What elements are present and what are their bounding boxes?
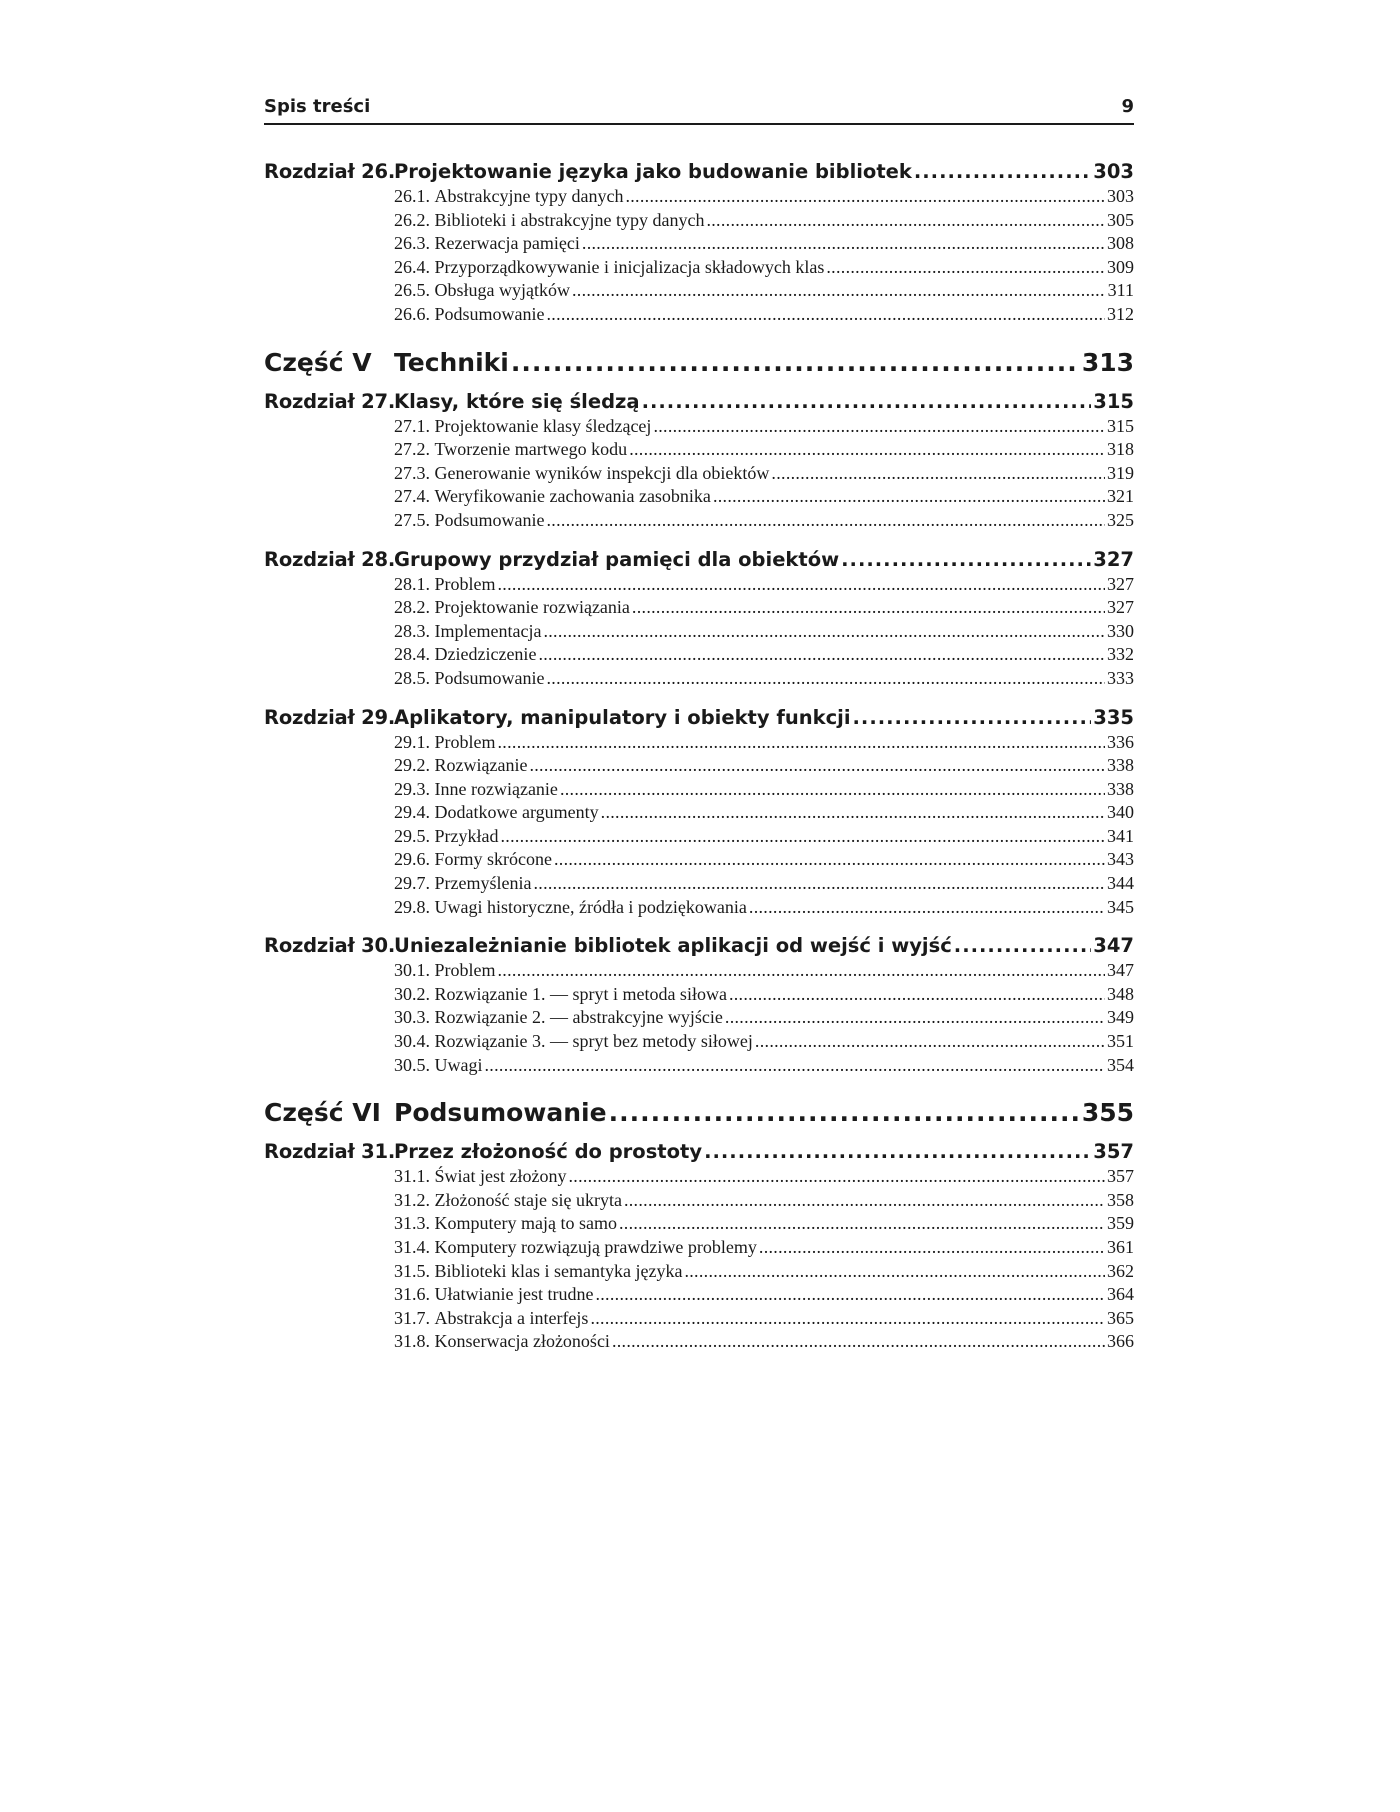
dot-leader: [485, 1054, 1106, 1078]
chapter-label: Rozdział 27.: [264, 389, 396, 413]
section-number: 29.2.: [394, 755, 430, 776]
section-page-number: 366: [1107, 1331, 1134, 1352]
dot-leader: [612, 1330, 1105, 1354]
toc-section-entry[interactable]: [264, 1054, 1134, 1078]
section-page-number: 332: [1107, 644, 1134, 665]
section-title: Tworzenie martwego kodu: [434, 439, 628, 460]
toc-section-entry[interactable]: [264, 643, 1134, 667]
dot-leader: [601, 801, 1105, 825]
toc-section-entry[interactable]: [264, 573, 1134, 597]
section-page-number: 359: [1107, 1213, 1134, 1234]
section-number: 28.5.: [394, 667, 430, 688]
section-page-number: 308: [1107, 233, 1134, 254]
section-number: 28.1.: [394, 573, 430, 594]
section-number: 26.5.: [394, 280, 430, 301]
dot-leader: [619, 1212, 1105, 1236]
dot-leader: [498, 731, 1106, 755]
section-number: 29.1.: [394, 731, 430, 752]
section-title: Abstrakcyjne typy danych: [434, 186, 624, 206]
toc-section-entry[interactable]: [264, 1236, 1134, 1260]
dot-leader: [568, 1165, 1105, 1189]
toc-section-entry[interactable]: [264, 801, 1134, 825]
section-number: 31.1.: [394, 1166, 430, 1187]
toc-section-entry[interactable]: [264, 279, 1134, 303]
section-title: Rozwiązanie 1. — spryt i metoda siłowa: [434, 983, 727, 1004]
toc-section-entry[interactable]: [264, 754, 1134, 778]
toc-page: [264, 96, 1134, 1368]
section-title: Podsumowanie: [434, 303, 545, 324]
toc-chapter-block: [264, 933, 1134, 1077]
section-number: 31.8.: [394, 1331, 430, 1352]
section-number: 28.4.: [394, 644, 430, 665]
toc-section-entry[interactable]: [264, 1307, 1134, 1331]
toc-chapter-block: [264, 389, 1134, 533]
dot-leader: [713, 485, 1105, 509]
section-page-number: 340: [1107, 802, 1134, 823]
chapter-title: Przez złożoność do prostoty: [394, 1140, 703, 1164]
section-title: Przemyślenia: [434, 873, 532, 894]
dot-leader: [500, 825, 1105, 849]
toc-chapter-entry[interactable]: [264, 933, 1134, 959]
chapter-title: Aplikatory, manipulatory i obiekty funkcji: [394, 705, 851, 729]
toc-section-entry[interactable]: [264, 596, 1134, 620]
dot-leader: [543, 620, 1105, 644]
toc-section-entry[interactable]: [264, 731, 1134, 755]
chapter-label: Rozdział 26.: [264, 160, 396, 183]
section-title: Projektowanie klasy śledzącej: [434, 415, 652, 436]
section-number: 29.3.: [394, 778, 430, 799]
dot-leader: [625, 185, 1105, 209]
section-number: 30.5.: [394, 1054, 430, 1075]
dot-leader: [595, 1283, 1105, 1307]
section-title: Konserwacja złożoności: [434, 1331, 610, 1352]
section-page-number: 315: [1107, 415, 1134, 436]
section-page-number: 336: [1107, 731, 1134, 752]
toc-chapter-block: [264, 705, 1134, 920]
section-page-number: 312: [1107, 303, 1134, 324]
section-number: 26.6.: [394, 303, 430, 324]
dot-leader: [547, 509, 1106, 533]
dot-leader: [632, 596, 1105, 620]
section-page-number: 333: [1107, 667, 1134, 688]
section-title: Generowanie wyników inspekcji dla obiektów: [434, 462, 770, 483]
section-page-number: 349: [1107, 1007, 1134, 1028]
section-title: Rozwiązanie 3. — spryt bez metody siłowej: [434, 1031, 753, 1052]
toc-chapter-block: [264, 1139, 1134, 1354]
section-title: Rezerwacja pamięci: [434, 233, 580, 254]
section-title: Podsumowanie: [434, 509, 545, 530]
part-label: Część V: [264, 347, 372, 377]
toc-part-entry[interactable]: [264, 1097, 1134, 1129]
toc-section-entry[interactable]: [264, 509, 1134, 533]
section-page-number: 365: [1107, 1307, 1134, 1328]
dot-leader: [729, 983, 1105, 1007]
section-page-number: 357: [1107, 1166, 1134, 1187]
toc-section-entry[interactable]: [264, 1330, 1134, 1354]
toc-section-entry[interactable]: [264, 896, 1134, 920]
section-title: Złożoność staje się ukryta: [434, 1189, 622, 1210]
toc-section-entry[interactable]: [264, 620, 1134, 644]
dot-leader: [533, 872, 1105, 896]
section-number: 31.7.: [394, 1307, 430, 1328]
section-title: Biblioteki klas i semantyka języka: [434, 1260, 683, 1281]
section-title: Świat jest złożony: [434, 1166, 567, 1187]
toc-part-entry[interactable]: [264, 347, 1134, 379]
section-number: 30.4.: [394, 1031, 430, 1052]
section-page-number: 358: [1107, 1189, 1134, 1210]
section-page-number: 327: [1107, 597, 1134, 618]
toc-section-entry[interactable]: [264, 485, 1134, 509]
section-page-number: 362: [1107, 1260, 1134, 1281]
section-page-number: 319: [1107, 462, 1134, 483]
chapter-title: Projektowanie języka jako budowanie bibliotek: [394, 160, 912, 183]
section-page-number: 341: [1107, 825, 1134, 846]
section-number: 26.2.: [394, 209, 430, 230]
toc-chapter-entry[interactable]: [264, 389, 1134, 415]
section-title: Weryfikowanie zachowania zasobnika: [434, 486, 711, 507]
section-title: Projektowanie rozwiązania: [434, 597, 630, 618]
section-number: 26.4.: [394, 256, 430, 277]
section-number: 28.3.: [394, 620, 430, 641]
chapter-page-number: 315: [1093, 389, 1134, 413]
toc-section-entry[interactable]: [264, 1283, 1134, 1307]
section-number: 30.1.: [394, 960, 430, 981]
section-page-number: 325: [1107, 509, 1134, 530]
section-page-number: 338: [1107, 778, 1134, 799]
section-title: Formy skrócone: [434, 849, 552, 870]
toc-chapter-entry[interactable]: [264, 547, 1134, 573]
chapter-label: Rozdział 28.: [264, 547, 396, 571]
dot-leader: [653, 415, 1105, 439]
dot-leader: [759, 1236, 1105, 1260]
dot-leader: [755, 1030, 1105, 1054]
section-number: 30.2.: [394, 983, 430, 1004]
section-title: Komputery rozwiązują prawdziwe problemy: [434, 1237, 757, 1257]
chapter-page-number: 347: [1093, 934, 1134, 958]
section-title: Podsumowanie: [434, 667, 545, 688]
dot-leader: [826, 256, 1105, 280]
section-page-number: 351: [1107, 1031, 1134, 1052]
toc-chapter-block: [264, 159, 1134, 327]
section-page-number: 311: [1107, 280, 1134, 301]
toc-section-entry[interactable]: [264, 959, 1134, 983]
section-page-number: 361: [1107, 1237, 1134, 1257]
toc-section-entry[interactable]: [264, 1260, 1134, 1284]
section-page-number: 318: [1107, 439, 1134, 460]
running-head-page-number: 9: [1121, 96, 1134, 117]
toc-section-entry[interactable]: [264, 872, 1134, 896]
section-title: Komputery mają to samo: [434, 1213, 617, 1234]
section-page-number: 330: [1107, 620, 1134, 641]
chapter-page-number: 303: [1093, 160, 1134, 183]
dot-leader: [629, 438, 1105, 462]
toc-section-entry[interactable]: [264, 438, 1134, 462]
dot-leader: [642, 389, 1092, 415]
toc-section-entry[interactable]: [264, 256, 1134, 280]
section-title: Przyporządkowywanie i inicjalizacja składowych klas: [434, 256, 825, 277]
section-number: 27.4.: [394, 486, 430, 507]
dot-leader: [547, 667, 1106, 691]
dot-leader: [914, 159, 1091, 185]
chapter-title: Grupowy przydział pamięci dla obiektów: [394, 547, 840, 571]
section-number: 31.2.: [394, 1189, 430, 1210]
part-page-number: 313: [1081, 347, 1134, 377]
section-title: Problem: [434, 960, 496, 981]
dot-leader: [704, 1139, 1091, 1165]
section-title: Ułatwianie jest trudne: [434, 1284, 594, 1305]
toc-section-entry[interactable]: [264, 415, 1134, 439]
section-page-number: 338: [1107, 755, 1134, 776]
part-page-number: 355: [1081, 1098, 1134, 1128]
section-page-number: 343: [1107, 849, 1134, 870]
section-page-number: 345: [1107, 896, 1134, 917]
dot-leader: [582, 232, 1105, 256]
dot-leader: [609, 1097, 1080, 1129]
section-title: Inne rozwiązanie: [434, 778, 558, 799]
toc-section-entry[interactable]: [264, 983, 1134, 1007]
section-page-number: 309: [1107, 256, 1134, 277]
section-number: 31.5.: [394, 1260, 430, 1281]
toc-chapter-block: [264, 547, 1134, 691]
section-title: Problem: [434, 573, 496, 594]
dot-leader: [538, 643, 1105, 667]
toc-section-entry[interactable]: [264, 1189, 1134, 1213]
chapter-page-number: 335: [1093, 705, 1134, 729]
section-title: Uwagi: [434, 1054, 483, 1075]
dot-leader: [684, 1260, 1105, 1284]
toc-section-entry[interactable]: [264, 1030, 1134, 1054]
section-number: 27.1.: [394, 415, 430, 436]
dot-leader: [725, 1006, 1105, 1030]
dot-leader: [706, 209, 1105, 233]
section-number: 29.7.: [394, 873, 430, 894]
dot-leader: [529, 754, 1105, 778]
section-title: Dziedziczenie: [434, 644, 537, 665]
section-number: 31.4.: [394, 1237, 430, 1257]
part-title: Podsumowanie: [394, 1098, 607, 1128]
dot-leader: [572, 279, 1106, 303]
toc-chapter-entry[interactable]: [264, 159, 1134, 185]
section-title: Dodatkowe argumenty: [434, 802, 599, 823]
toc-section-entry[interactable]: [264, 232, 1134, 256]
section-number: 29.5.: [394, 825, 430, 846]
section-title: Rozwiązanie 2. — abstrakcyjne wyjście: [434, 1007, 723, 1028]
section-page-number: 303: [1107, 186, 1134, 206]
section-page-number: 354: [1107, 1054, 1134, 1075]
section-page-number: 364: [1107, 1284, 1134, 1305]
section-number: 29.4.: [394, 802, 430, 823]
section-number: 28.2.: [394, 597, 430, 618]
chapter-label: Rozdział 30.: [264, 934, 396, 958]
dot-leader: [749, 896, 1105, 920]
section-title: Implementacja: [434, 620, 542, 641]
toc-section-entry[interactable]: [264, 1006, 1134, 1030]
chapter-label: Rozdział 29.: [264, 705, 396, 729]
chapter-title: Uniezależnianie bibliotek aplikacji od wejść i wyjść: [394, 934, 952, 958]
section-number: 31.6.: [394, 1284, 430, 1305]
toc-section-entry[interactable]: [264, 303, 1134, 327]
section-number: 31.3.: [394, 1213, 430, 1234]
chapter-page-number: 357: [1093, 1140, 1134, 1164]
dot-leader: [954, 933, 1092, 959]
section-page-number: 344: [1107, 873, 1134, 894]
chapter-page-number: 327: [1093, 547, 1134, 571]
toc-section-entry[interactable]: [264, 825, 1134, 849]
section-number: 26.1.: [394, 186, 430, 206]
section-title: Abstrakcja a interfejs: [434, 1307, 589, 1328]
section-number: 26.3.: [394, 233, 430, 254]
section-page-number: 327: [1107, 573, 1134, 594]
dot-leader: [624, 1189, 1105, 1213]
section-number: 29.8.: [394, 896, 430, 917]
section-number: 30.3.: [394, 1007, 430, 1028]
toc-section-entry[interactable]: [264, 1212, 1134, 1236]
toc-chapter-entry[interactable]: [264, 705, 1134, 731]
section-title: Problem: [434, 731, 496, 752]
dot-leader: [560, 778, 1105, 802]
section-number: 27.2.: [394, 439, 430, 460]
chapter-title: Klasy, które się śledzą: [394, 389, 640, 413]
section-number: 29.6.: [394, 849, 430, 870]
running-head-title: Spis treści: [264, 96, 371, 117]
chapter-label: Rozdział 31.: [264, 1140, 396, 1164]
section-page-number: 321: [1107, 486, 1134, 507]
dot-leader: [498, 573, 1106, 597]
section-title: Uwagi historyczne, źródła i podziękowania: [434, 896, 747, 917]
section-title: Obsługa wyjątków: [434, 280, 570, 301]
part-title: Techniki: [394, 347, 509, 377]
section-title: Rozwiązanie: [434, 755, 528, 776]
dot-leader: [590, 1307, 1105, 1331]
dot-leader: [547, 303, 1106, 327]
section-title: Biblioteki i abstrakcyjne typy danych: [434, 209, 705, 230]
toc-section-entry[interactable]: [264, 185, 1134, 209]
toc-section-entry[interactable]: [264, 1165, 1134, 1189]
toc-section-entry[interactable]: [264, 848, 1134, 872]
dot-leader: [498, 959, 1106, 983]
running-head: [264, 96, 1134, 125]
table-of-contents: [264, 159, 1134, 1354]
toc-section-entry[interactable]: [264, 462, 1134, 486]
part-label: Część VI: [264, 1098, 381, 1128]
dot-leader: [511, 347, 1080, 379]
section-page-number: 305: [1107, 209, 1134, 230]
section-page-number: 347: [1107, 960, 1134, 981]
section-title: Przykład: [434, 825, 499, 846]
section-number: 27.3.: [394, 462, 430, 483]
dot-leader: [554, 848, 1105, 872]
toc-section-entry[interactable]: [264, 667, 1134, 691]
section-number: 27.5.: [394, 509, 430, 530]
dot-leader: [771, 462, 1105, 486]
toc-section-entry[interactable]: [264, 778, 1134, 802]
dot-leader: [853, 705, 1092, 731]
toc-section-entry[interactable]: [264, 209, 1134, 233]
toc-chapter-entry[interactable]: [264, 1139, 1134, 1165]
section-page-number: 348: [1107, 983, 1134, 1004]
dot-leader: [841, 547, 1091, 573]
